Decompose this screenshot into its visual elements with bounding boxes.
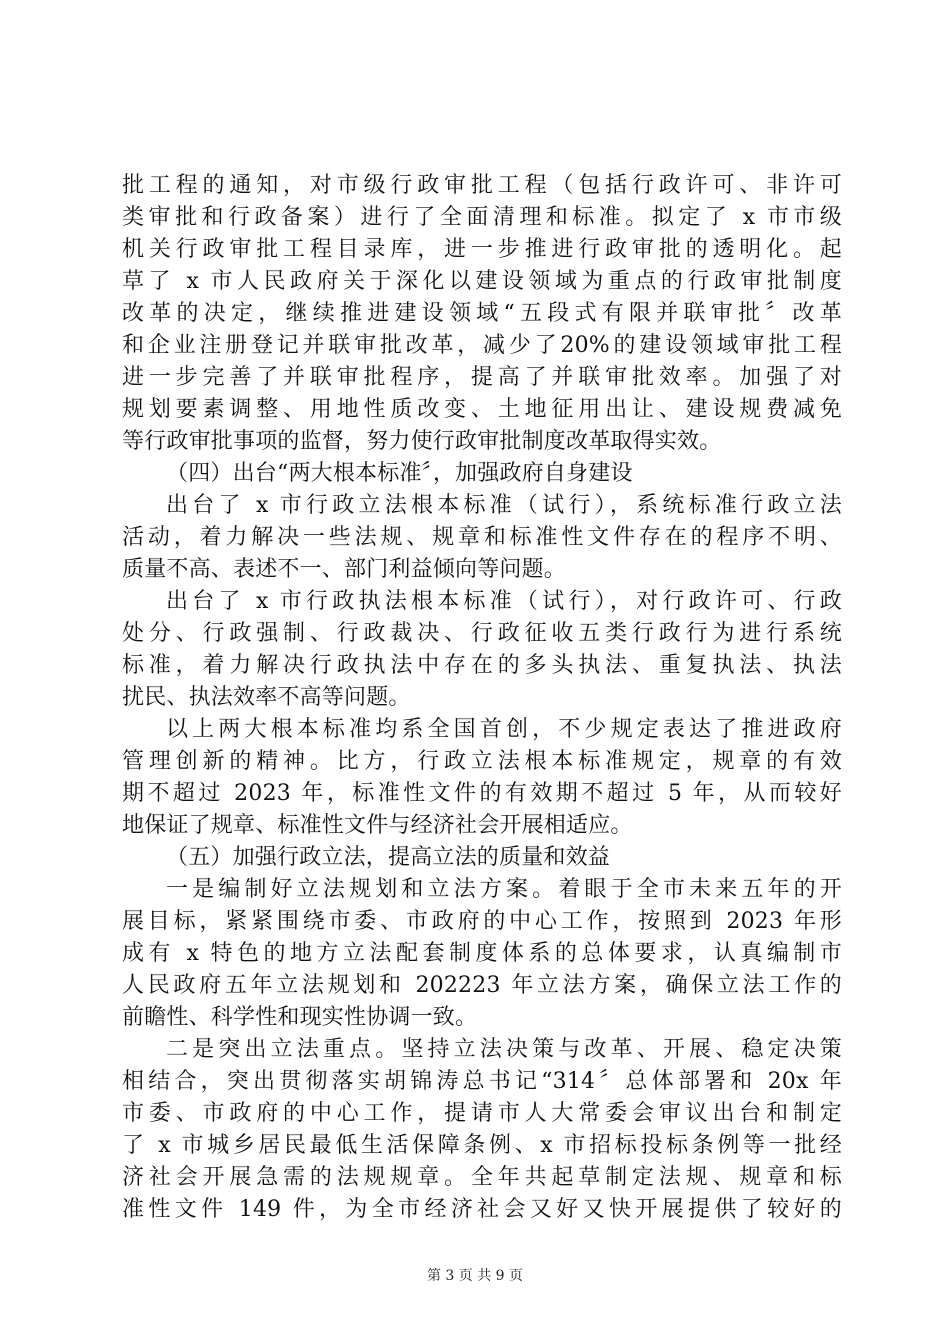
paragraph-line: 扰民、执法效率不高等问题。 (122, 685, 411, 710)
paragraph-line: 草了 x 市人民政府关于深化以建设领域为重点的行政审批制度 (122, 269, 842, 294)
paragraph-line: 市委、市政府的中心工作，提请市人大常委会审议出台和制定 (122, 1101, 842, 1126)
section-heading: （四）出台“两大根本标准〞，加强政府自身建设 (166, 461, 633, 486)
paragraph-line: 一是编制好立法规划和立法方案。着眼于全市未来五年的开 (166, 877, 842, 902)
paragraph-line: 管理创新的精神。比方，行政立法根本标准规定，规章的有效 (122, 749, 842, 774)
paragraph-line: 展目标，紧紧围绕市委、市政府的中心工作，按照到 2023 年形 (122, 909, 842, 934)
paragraph-line: 地保证了规章、标准性文件与经济社会开展相适应。 (122, 813, 633, 838)
paragraph-line: 等行政审批事项的监督，努力使行政审批制度改革取得实效。 (122, 429, 722, 454)
paragraph-line: 活动，着力解决一些法规、规章和标准性文件存在的程序不明、 (122, 525, 842, 550)
paragraph-line: 机关行政审批工程目录库，进一步推进行政审批的透明化。起 (122, 237, 842, 262)
paragraph-line: 和企业注册登记并联审批改革，减少了20%的建设领域审批工程 (122, 333, 842, 358)
document-body (122, 170, 842, 1226)
paragraph-line: 了 x 市城乡居民最低生活保障条例、x 市招标投标条例等一批经 (122, 1133, 842, 1158)
page-footer: 第 3 页 共 9 页 (426, 1268, 524, 1284)
paragraph-line: 人民政府五年立法规划和 202223 年立法方案，确保立法工作的 (122, 973, 842, 998)
paragraph-line: 规划要素调整、用地性质改变、土地征用出让、建设规费减免 (122, 397, 842, 422)
paragraph-line: 进一步完善了并联审批程序，提高了并联审批效率。加强了对 (122, 365, 842, 390)
paragraph-line: 改革的决定，继续推进建设领域“五段式有限并联审批〞改革 (122, 301, 842, 326)
paragraph-line: 质量不高、表述不一、部门利益倾向等问题。 (122, 557, 567, 582)
paragraph-line: 成有 x 特色的地方立法配套制度体系的总体要求，认真编制市 (122, 941, 842, 966)
paragraph-line: 相结合，突出贯彻落实胡锦涛总书记“314〞总体部署和 20x 年 (122, 1069, 842, 1094)
paragraph-line: 准性文件 149 件，为全市经济社会又好又快开展提供了较好的 (122, 1197, 842, 1222)
paragraph-line: 前瞻性、科学性和现实性协调一致。 (122, 1005, 478, 1030)
paragraph-line: 出台了 x 市行政执法根本标准（试行），对行政许可、行政 (166, 589, 842, 614)
section-heading: （五）加强行政立法，提高立法的质量和效益 (166, 845, 611, 870)
paragraph-line: 类审批和行政备案）进行了全面清理和标准。拟定了 x 市市级 (122, 205, 842, 230)
paragraph-line: 处分、行政强制、行政裁决、行政征收五类行政行为进行系统 (122, 621, 842, 646)
paragraph-line: 标准，着力解决行政执法中存在的多头执法、重复执法、执法 (122, 653, 842, 678)
paragraph-line: 二是突出立法重点。坚持立法决策与改革、开展、稳定决策 (166, 1037, 842, 1062)
paragraph-line: 批工程的通知，对市级行政审批工程（包括行政许可、非许可 (122, 173, 842, 198)
paragraph-line: 出台了 x 市行政立法根本标准（试行），系统标准行政立法 (166, 493, 842, 518)
paragraph-line: 期不超过 2023 年，标准性文件的有效期不超过 5 年，从而较好 (122, 781, 842, 806)
paragraph-line: 济社会开展急需的法规规章。全年共起草制定法规、规章和标 (122, 1165, 842, 1190)
paragraph-line: 以上两大根本标准均系全国首创，不少规定表达了推进政府 (166, 717, 842, 742)
